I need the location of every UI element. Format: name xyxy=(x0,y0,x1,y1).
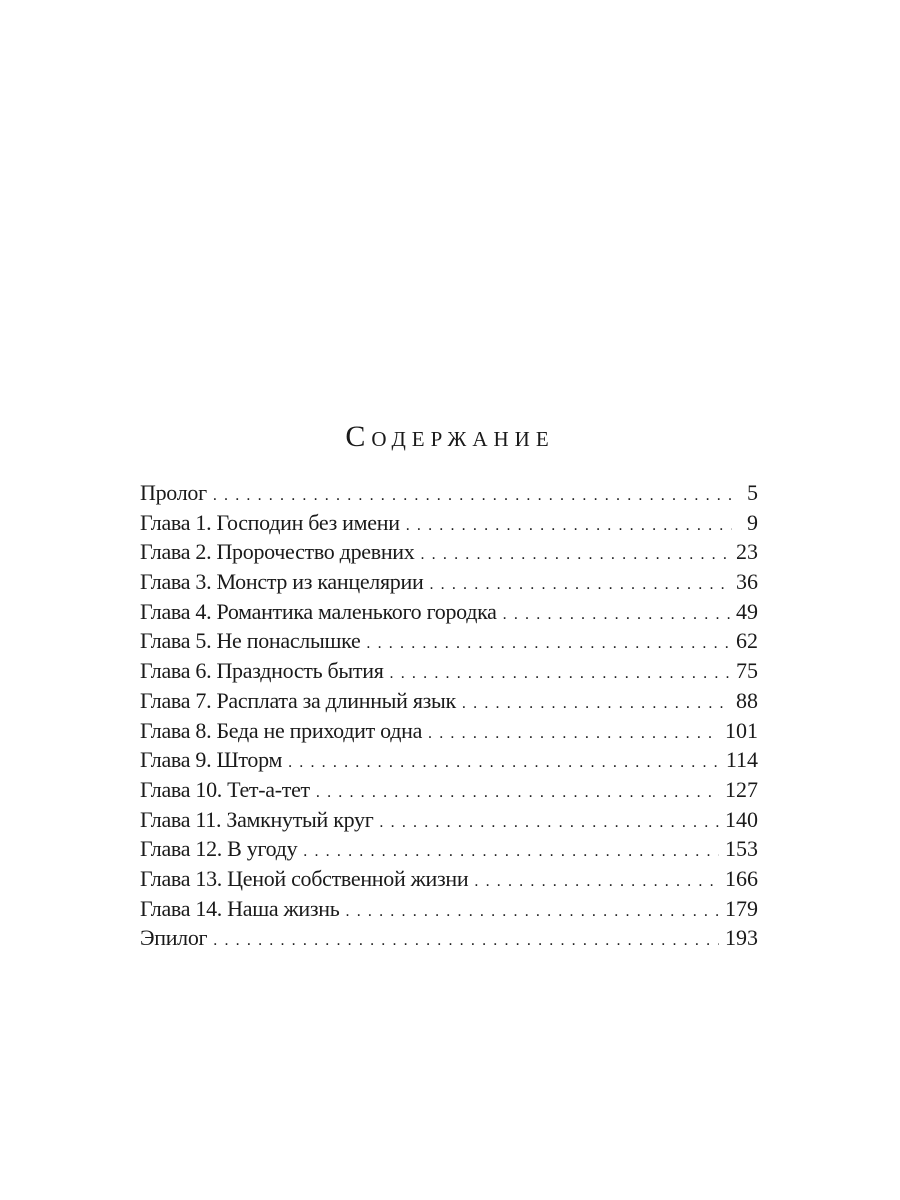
toc-entry-page: 5 xyxy=(747,480,758,505)
toc-entry-page: 88 xyxy=(736,687,758,713)
dot-leader xyxy=(420,540,730,570)
toc-entry xyxy=(140,864,758,894)
toc-entry xyxy=(140,686,758,716)
toc-entry xyxy=(140,716,758,746)
toc-entry xyxy=(140,656,758,686)
dot-leader xyxy=(288,748,720,778)
dot-leader xyxy=(303,837,719,867)
toc-entry xyxy=(140,745,758,775)
toc-entry-page: 23 xyxy=(736,539,758,565)
toc-entry-page: 36 xyxy=(736,569,758,595)
dot-leader xyxy=(474,867,719,897)
toc-entry xyxy=(140,894,758,924)
toc-entry-page: 49 xyxy=(736,598,758,624)
dot-leader xyxy=(429,570,730,600)
toc-entry-label: Глава 12. В угоду xyxy=(140,836,298,862)
toc-entry-label: Глава 1. Господин без имени xyxy=(140,509,400,535)
toc-entry xyxy=(140,626,758,656)
toc-entry-label: Глава 9. Шторм xyxy=(140,747,283,773)
dot-leader xyxy=(503,600,730,630)
dot-leader xyxy=(366,629,730,659)
toc-entry-page: 75 xyxy=(736,658,758,684)
toc-entry-label: Глава 11. Замкнутый круг xyxy=(140,806,374,832)
dot-leader xyxy=(213,926,719,956)
table-of-contents xyxy=(140,478,758,953)
toc-entry-label: Глава 3. Монстр из канцелярии xyxy=(140,569,424,595)
toc-entry-page: 9 xyxy=(747,509,758,535)
dot-leader xyxy=(316,778,719,808)
toc-entry xyxy=(140,775,758,805)
toc-entry-label: Глава 13. Ценой собственной жизни xyxy=(140,865,469,891)
dot-leader xyxy=(346,897,720,927)
toc-entry xyxy=(140,478,758,508)
toc-entry-page: 153 xyxy=(725,836,758,862)
toc-entry-label: Глава 7. Расплата за длинный язык xyxy=(140,687,456,713)
toc-title: Содержание xyxy=(345,420,555,453)
toc-entry xyxy=(140,597,758,627)
toc-entry xyxy=(140,508,758,538)
toc-entry xyxy=(140,567,758,597)
toc-entry-label: Глава 4. Романтика маленького городка xyxy=(140,598,497,624)
toc-entry-label: Эпилог xyxy=(140,925,208,951)
toc-entry-page: 140 xyxy=(725,806,758,832)
toc-entry-page: 179 xyxy=(725,895,758,921)
dot-leader xyxy=(462,689,730,719)
toc-entry-page: 101 xyxy=(725,717,758,743)
toc-entry-label: Пролог xyxy=(140,480,207,505)
toc-entry-label: Глава 10. Тет-а-тет xyxy=(140,776,310,802)
toc-entry xyxy=(140,834,758,864)
toc-entry-page: 193 xyxy=(725,925,758,951)
toc-entry xyxy=(140,537,758,567)
toc-entry-label: Глава 5. Не понаслышке xyxy=(140,628,361,654)
toc-entry-label: Глава 8. Беда не приходит одна xyxy=(140,717,423,743)
toc-entry-page: 127 xyxy=(725,776,758,802)
dot-leader xyxy=(390,659,730,689)
toc-entry-page: 166 xyxy=(725,865,758,891)
toc-entry-label: Глава 2. Пророчество древних xyxy=(140,539,415,565)
dot-leader xyxy=(428,719,719,749)
toc-entry-page: 114 xyxy=(725,747,758,773)
toc-entry xyxy=(140,923,758,953)
toc-entry-label: Глава 6. Праздность бытия xyxy=(140,658,384,684)
dot-leader xyxy=(379,808,719,838)
toc-entry-label: Глава 14. Наша жизнь xyxy=(140,895,340,921)
dot-leader xyxy=(213,481,732,511)
toc-entry xyxy=(140,805,758,835)
toc-entry-page: 62 xyxy=(736,628,758,654)
dot-leader xyxy=(406,511,732,541)
